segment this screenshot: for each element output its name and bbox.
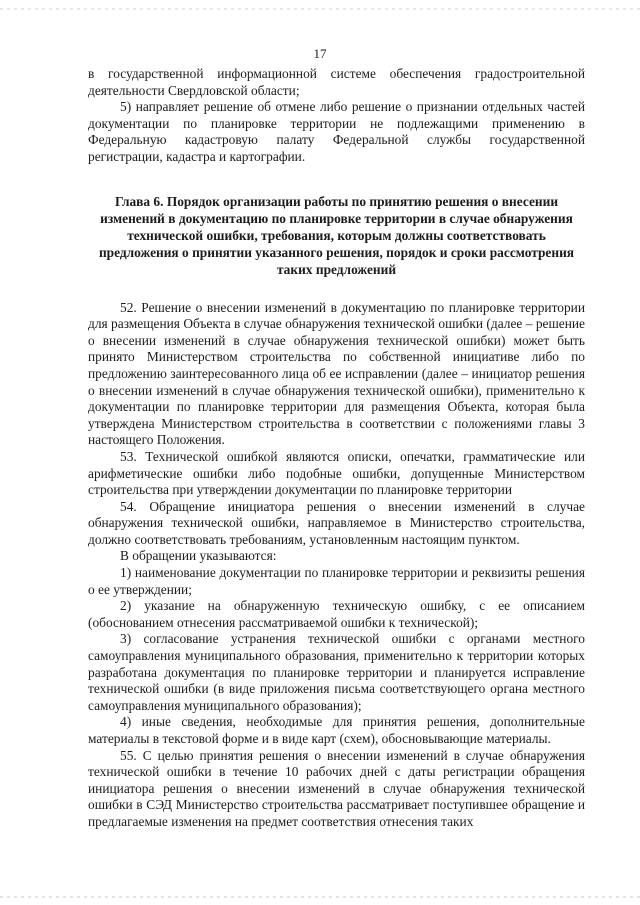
paragraph-54-item-4: 4) иные сведения, необходимые для принятия решения, дополнительные материалы в текстовой форме и в виде карт (схем), обосновывающие материалы. (88, 714, 585, 746)
paragraph-54-intro: В обращении указываются: (120, 548, 277, 564)
paragraph-54-item-1: 1) наименование документации по планировке территории и реквизиты решения о ее утверждении; (88, 565, 585, 597)
paragraph-53: 53. Технической ошибкой являются описки, опечатки, грамматические или арифметические ошибки либо подобные ошибки, допущенные Министерством строительства при утверждении документации по планировке территории (88, 448, 585, 498)
scan-artifact-bottom (0, 896, 640, 898)
paragraph-54: 54. Обращение инициатора решения о внесении изменений в случае обнаружения технической ошибки, направляемое в Министерство строительства, должно соответствовать требованиям, установленным настоящим пунктом. (88, 498, 585, 547)
chapter-6-heading: Глава 6. Порядок организации работы по принятию решения о внесении изменений в документацию по планировке территории в случае обнаружения технической ошибки, требования, которым должны соответствовать предложения о принятии указанного решения, порядок и сроки рассмотрения таких предложений (98, 193, 575, 277)
paragraph-continuation: в государственной информационной системе обеспечения градостроительной деятельности Свердловской области; (88, 66, 585, 98)
paragraph-54-item-2: 2) указание на обнаруженную техническую ошибку, с ее описанием (обоснованием отнесения рассматриваемой ошибки к технической); (88, 598, 585, 630)
scan-artifact-top (0, 8, 640, 10)
paragraph-item-5: 5) направляет решение об отмене либо решение о признании отдельных частей документации по планировке территории не подлежащими применению в Федеральную кадастровую палату Федеральной службы государственной регистрации, кадастра и картографии. (88, 99, 585, 164)
paragraph-54-item-3: 3) согласование устранения технической ошибки с органами местного самоуправления муниципального образования, применительно к территории которых разработана документация по планировке территории и планируется исправление технической ошибки (в виде приложения письма соответствующего органа местного самоуправления муниципального образования); (88, 631, 585, 713)
document-body (88, 66, 585, 831)
page-number: 17 (313, 46, 327, 61)
paragraph-52: 52. Решение о внесении изменений в документацию по планировке территории для размещения Объекта в случае обнаружения технической ошибки (далее – решение о внесении изменений в случае обнаружения технической ошибки) может быть принято Министерством строительства по собственной инициативе либо по предложению заинтересованного лица об ее исправлении (далее – инициатор решения о внесении изменений в случае обнаружения технической ошибки), применительно к документации по планировке территории для размещения Объекта, которая была утверждена Министерством строительства в соответствии с положениями главы 3 настоящего Положения. (88, 299, 585, 448)
paragraph-55: 55. С целью принятия решения о внесении изменений в случае обнаружения технической ошибки в течение 10 рабочих дней с даты регистрации обращения инициатора решения о внесении изменений в случае обнаружения технической ошибки в СЭД Министерство строительства рассматривает поступившее обращение и предлагаемые изменения на предмет соответствия отнесения таких (88, 747, 585, 829)
